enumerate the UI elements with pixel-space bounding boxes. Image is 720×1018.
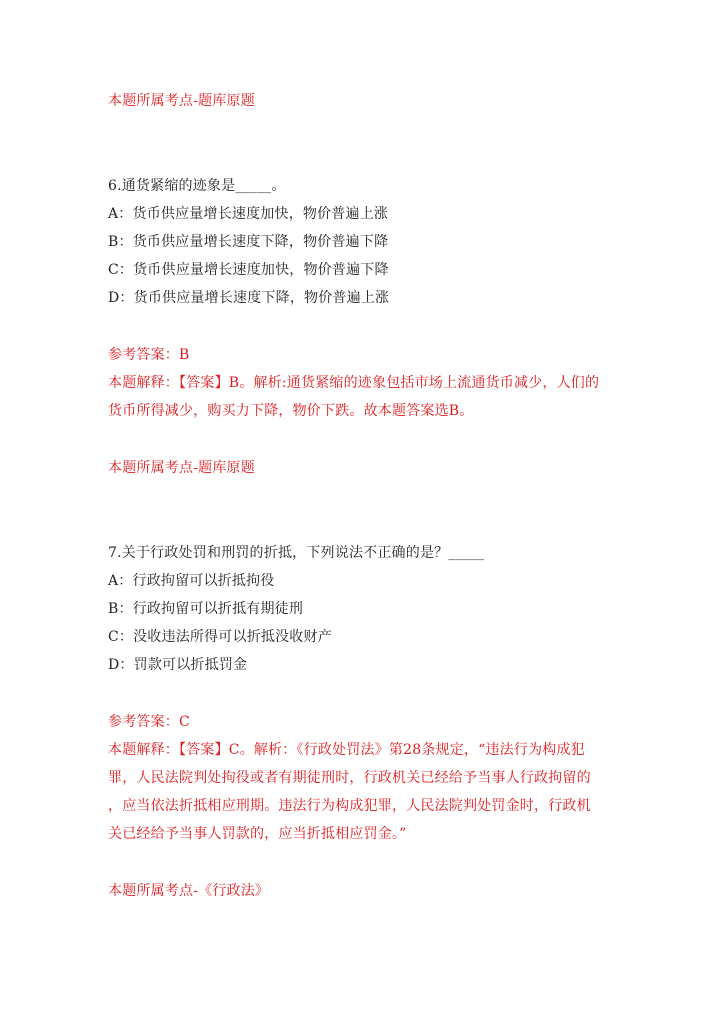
question-6-answer: 参考答案：B [108,347,190,363]
source-line-top: 本题所属考点-题库原题 [108,93,255,109]
question-7-answer: 参考答案：C [108,714,190,730]
question-7-explanation-line-3: ，应当依法折抵相应刑期。违法行为构成犯罪，人民法院判处罚金时，行政机 [108,798,591,814]
question-7-option-c: C：没收违法所得可以折抵没收财产 [108,629,332,645]
question-6-option-d: D：货币供应量增长速度下降，物价普遍上涨 [108,290,390,306]
question-7-explanation-line-4: 关已经给予当事人罚款的，应当折抵相应罚金。” [108,826,407,842]
question-6-explanation-line-1: 本题解释：【答案】B。解析:通货紧缩的迹象包括市场上流通货币减少，人们的 [108,375,600,391]
question-6-stem: 6.通货紧缩的迹象是_____。 [108,178,286,194]
question-7-option-b: B：行政拘留可以折抵有期徒刑 [108,601,304,617]
question-6-option-c: C：货币供应量增长速度加快，物价普遍下降 [108,262,389,278]
question-7-option-d: D：罚款可以折抵罚金 [108,657,248,673]
question-6-explanation-line-2: 货币所得减少，购买力下降，物价下跌。故本题答案选B。 [108,403,474,419]
question-7-explanation-line-2: 罪，人民法院判处拘役或者有期徒刑时，行政机关已经给予当事人行政拘留的 [108,770,591,786]
question-7-stem: 7.关于行政处罚和刑罚的折抵，下列说法不正确的是？_____ [108,545,485,561]
question-6-source-line: 本题所属考点-题库原题 [108,460,255,476]
question-7-explanation-line-1: 本题解释：【答案】C。解析：《行政处罚法》第28条规定，“违法行为构成犯 [108,742,585,758]
question-7-source-line: 本题所属考点-《行政法》 [108,883,270,899]
question-7-option-a: A：行政拘留可以折抵拘役 [108,573,275,589]
question-6-option-a: A：货币供应量增长速度加快，物价普遍上涨 [108,206,389,222]
question-6-option-b: B：货币供应量增长速度下降，物价普遍下降 [108,234,389,250]
